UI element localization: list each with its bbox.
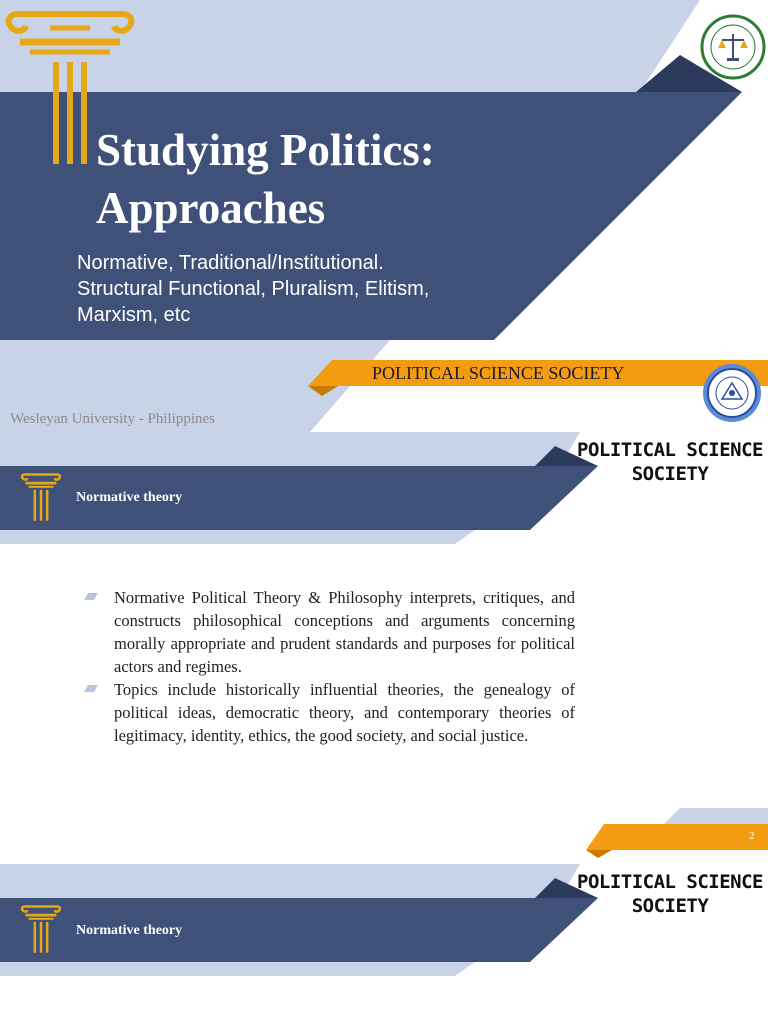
slide-title-line2: Approaches <box>96 183 326 233</box>
bullet-item <box>84 678 575 747</box>
pss-logo-line2: SOCIETY <box>631 895 709 917</box>
slide-heading: Normative theory <box>76 923 183 938</box>
subtitle-line3: Marxism, etc <box>77 304 191 326</box>
slide-heading: Normative theory <box>76 490 183 505</box>
subtitle-line2: Structural Functional, Pluralism, Elitism, <box>77 278 430 300</box>
society-seal-logo <box>700 14 766 80</box>
pss-logo-line1: POLITICAL SCIENCE <box>577 871 763 893</box>
bullet-icon <box>84 685 98 692</box>
bullet-item <box>84 586 575 678</box>
content-slide-next <box>0 864 768 1024</box>
pss-logo-line2: SOCIETY <box>631 463 709 485</box>
bullet-text: Topics include historically influential theories, the genealogy of political ideas, democratic theory, and contemporary theories of legitimacy, identity, ethics, the good society, and social justice. <box>114 680 575 745</box>
footer-university: Wesleyan University - Philippines <box>10 411 216 427</box>
university-seal-logo <box>702 363 762 423</box>
pss-logo-text <box>572 438 768 486</box>
page-number: 2 <box>749 830 755 842</box>
content-slide <box>0 432 768 864</box>
pss-logo-line1: POLITICAL SCIENCE <box>577 439 763 461</box>
pillar-icon-small <box>20 472 62 522</box>
society-banner: POLITICAL SCIENCE SOCIETY <box>372 363 625 383</box>
bullet-text: Normative Political Theory & Philosophy interprets, critiques, and constructs philosophical conceptions and arguments concerning morally appropriate and prudent standards and purposes for political actors and regimes. <box>114 588 575 676</box>
bullet-icon <box>84 593 98 600</box>
bullet-list <box>84 586 575 747</box>
subtitle-line1: Normative, Traditional/Institutional. <box>77 252 384 274</box>
title-slide <box>0 0 768 432</box>
pss-logo-text <box>572 870 768 918</box>
slide-title-line1: Studying Politics: <box>96 125 435 175</box>
pillar-icon-small <box>20 904 62 954</box>
